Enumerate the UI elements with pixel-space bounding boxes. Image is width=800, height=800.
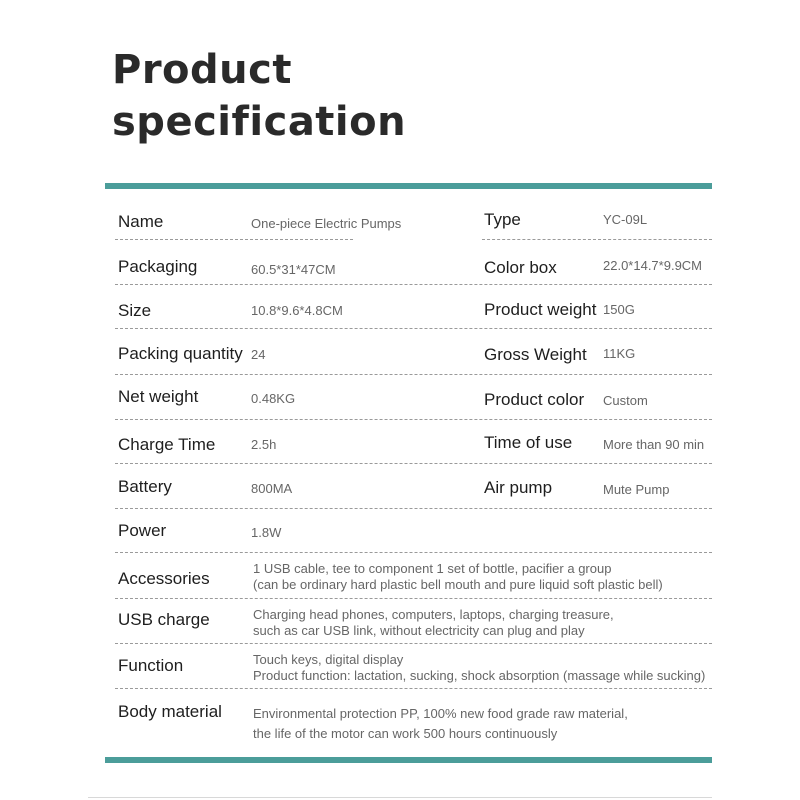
spec-label-packaging: Packaging	[118, 257, 198, 276]
spec-label-packing-quantity: Packing quantity	[118, 344, 243, 363]
page-bottom-line	[88, 797, 712, 798]
bottom-accent-bar	[105, 757, 712, 763]
value-line: Touch keys, digital display	[253, 652, 404, 667]
title-line-2: specification	[112, 99, 407, 145]
spec-value-body-material	[253, 704, 628, 744]
spec-label-product-color: Product color	[484, 390, 585, 409]
value-line: the life of the motor can work 500 hours continuously	[253, 726, 558, 741]
spec-label-product-weight: Product weight	[484, 300, 597, 319]
row-divider	[115, 239, 353, 240]
spec-label-size: Size	[118, 301, 152, 320]
row-divider	[115, 328, 712, 329]
row-divider	[115, 419, 712, 420]
spec-label-body-material: Body material	[118, 702, 222, 721]
spec-value-packaging: 60.5*31*47CM	[251, 262, 336, 277]
spec-label-name: Name	[118, 212, 164, 231]
value-line: Environmental protection PP, 100% new food grade raw material,	[253, 706, 628, 721]
value-line: Product function: lactation, sucking, shock absorption (massage while sucking)	[253, 668, 706, 683]
spec-label-time-of-use: Time of use	[484, 433, 573, 452]
spec-value-time-of-use: More than 90 min	[603, 437, 705, 452]
row-divider	[115, 508, 712, 509]
spec-value-product-weight: 150G	[603, 302, 635, 317]
spec-label-air-pump: Air pump	[484, 478, 553, 497]
spec-value-product-color: Custom	[603, 393, 648, 408]
value-line: such as car USB link, without electricity can plug and play	[253, 623, 585, 638]
spec-value-net-weight: 0.48KG	[251, 391, 296, 406]
spec-value-color-box: 22.0*14.7*9.9CM	[603, 258, 703, 273]
spec-value-function	[253, 652, 705, 684]
spec-label-battery: Battery	[118, 477, 172, 496]
spec-value-name: One-piece Electric Pumps	[251, 216, 402, 231]
spec-value-size: 10.8*9.6*4.8CM	[251, 303, 343, 318]
row-divider	[115, 463, 712, 464]
spec-value-air-pump: Mute Pump	[603, 482, 670, 497]
row-divider	[115, 552, 712, 553]
spec-value-type: YC-09L	[603, 212, 648, 227]
spec-label-accessories: Accessories	[118, 569, 210, 588]
page-title	[112, 44, 406, 148]
row-divider	[115, 284, 712, 285]
value-line: (can be ordinary hard plastic bell mouth and pure liquid soft plastic bell)	[253, 577, 663, 592]
spec-label-charge-time: Charge Time	[118, 435, 216, 454]
top-accent-bar	[105, 183, 712, 189]
spec-value-charge-time: 2.5h	[251, 437, 277, 452]
row-divider	[482, 239, 712, 240]
title-line-1: Product	[112, 47, 292, 93]
value-line: 1 USB cable, tee to component 1 set of bottle, pacifier a group	[253, 561, 612, 576]
spec-label-power: Power	[118, 521, 167, 540]
spec-label-color-box: Color box	[484, 258, 557, 277]
spec-label-usb-charge: USB charge	[118, 610, 210, 629]
row-divider	[115, 598, 712, 599]
spec-value-accessories	[253, 561, 663, 593]
spec-value-power: 1.8W	[251, 525, 282, 540]
spec-value-gross-weight: 11KG	[603, 346, 636, 361]
spec-value-battery: 800MA	[251, 481, 293, 496]
spec-label-function: Function	[118, 656, 184, 675]
row-divider	[115, 688, 712, 689]
spec-label-type: Type	[484, 210, 521, 229]
spec-value-packing-quantity: 24	[251, 347, 266, 362]
spec-label-net-weight: Net weight	[118, 387, 199, 406]
row-divider	[115, 643, 712, 644]
value-line: Charging head phones, computers, laptops, charging treasure,	[253, 607, 614, 622]
spec-value-usb-charge	[253, 607, 614, 639]
spec-label-gross-weight: Gross Weight	[484, 345, 587, 364]
row-divider	[115, 374, 712, 375]
